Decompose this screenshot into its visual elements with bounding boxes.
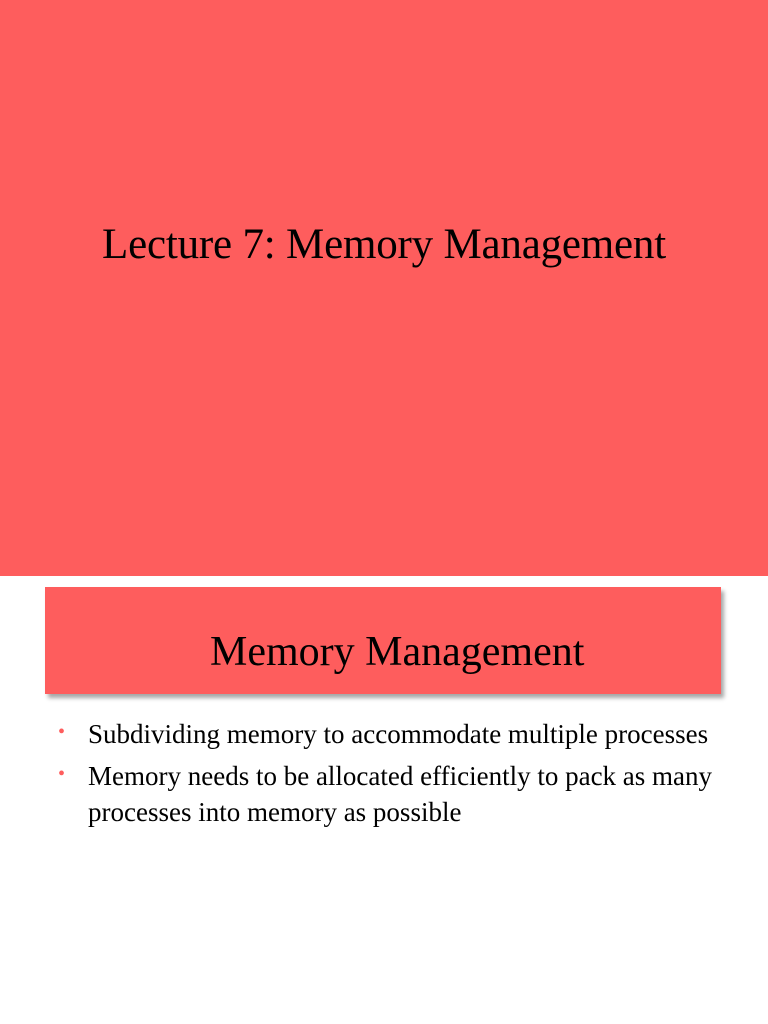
bullet-item	[0, 758, 768, 830]
slide-title-banner	[45, 587, 721, 694]
slide-title: Memory Management	[210, 629, 585, 675]
bullet-list	[0, 716, 768, 836]
bullet-item	[0, 716, 768, 752]
content-slide	[0, 576, 768, 1024]
bullet-icon: •	[58, 763, 66, 785]
lecture-title: Lecture 7: Memory Management	[102, 221, 666, 268]
bullet-icon: •	[58, 721, 66, 743]
bullet-text: Memory needs to be allocated efficiently to pack as many processes into memory as possible	[88, 761, 713, 827]
bullet-text: Subdividing memory to accommodate multiple processes	[88, 719, 709, 749]
